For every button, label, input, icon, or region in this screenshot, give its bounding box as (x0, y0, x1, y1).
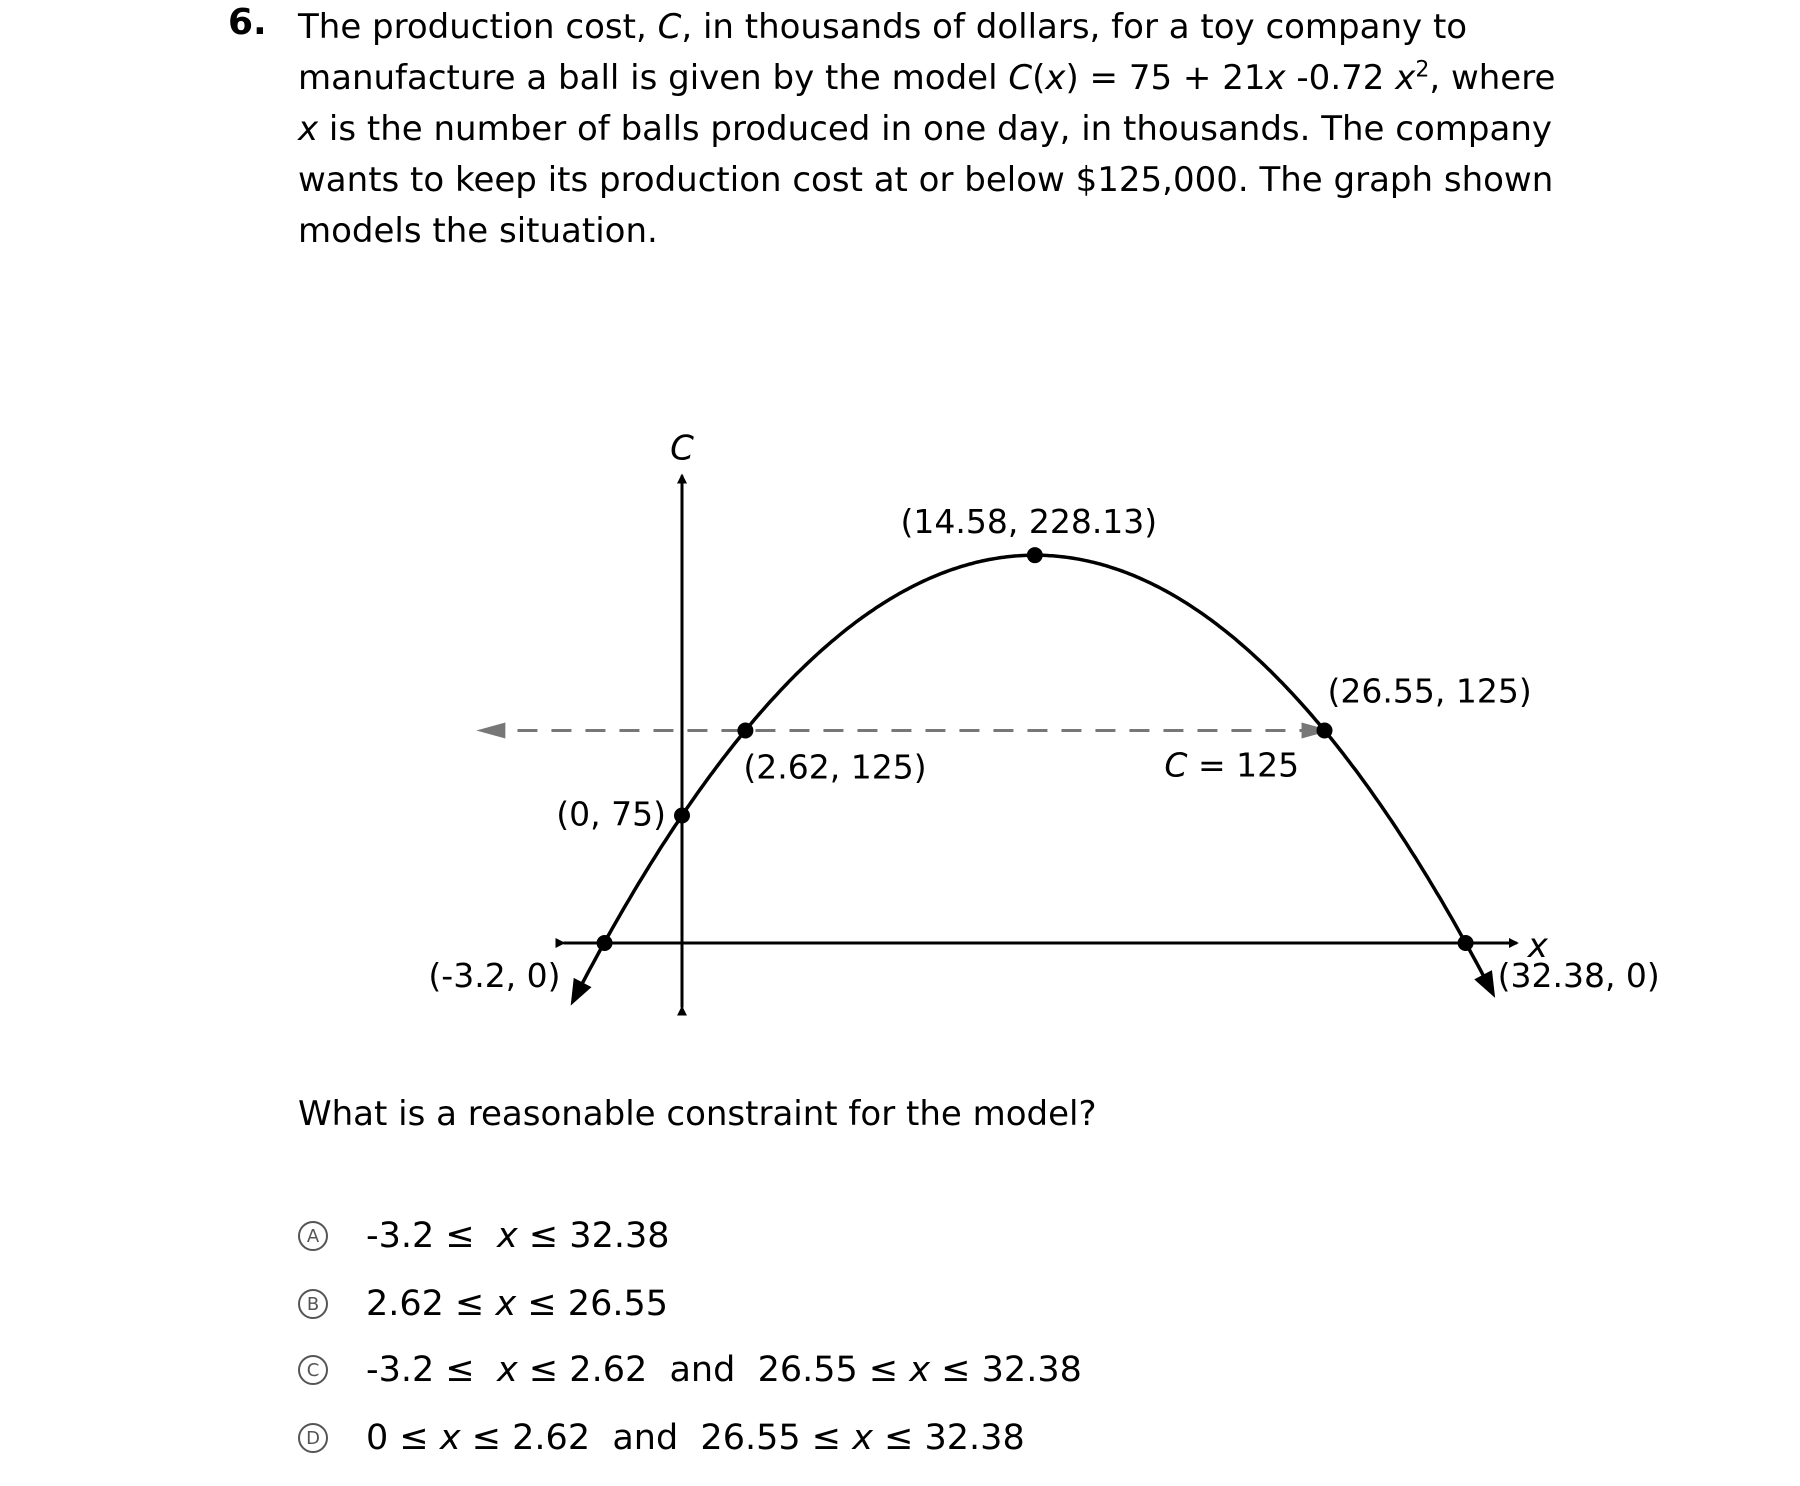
point-label: (32.38, 0) (1497, 956, 1660, 995)
c-125-label: C = 125 (1164, 745, 1300, 785)
y-axis-label: C (670, 428, 694, 469)
stem-line: wants to keep its production cost at or below $125,000. The graph shown (298, 160, 1554, 200)
choice-bubble-b[interactable]: B (298, 1289, 328, 1319)
curve-arrow-left (571, 978, 592, 1006)
choice-d[interactable] (298, 1413, 1025, 1463)
point-label: (-3.2, 0) (428, 956, 561, 995)
point-marker (674, 808, 690, 824)
curve-arrow-right (1474, 970, 1495, 998)
choice-text: 0 ≤ x ≤ 2.62 and 26.55 ≤ x ≤ 32.38 (366, 1418, 1025, 1458)
choice-b[interactable] (298, 1279, 668, 1329)
point-label: (0, 75) (556, 794, 666, 834)
question-number: 6. (228, 2, 267, 43)
point-marker (1458, 935, 1474, 951)
x-axis-label: x (1527, 926, 1548, 966)
stem-line: x is the number of balls produced in one day, in thousands. The company (298, 109, 1552, 149)
choice-bubble-d[interactable]: D (298, 1423, 328, 1453)
choice-bubble-c[interactable]: C (298, 1355, 328, 1385)
choice-bubble-a[interactable]: A (298, 1221, 328, 1251)
cost-curve (573, 555, 1493, 1001)
choice-text: -3.2 ≤ x ≤ 2.62 and 26.55 ≤ x ≤ 32.38 (366, 1350, 1082, 1390)
point-label: (26.55, 125) (1327, 671, 1532, 711)
choice-a[interactable] (298, 1211, 670, 1261)
point-marker (1027, 547, 1043, 563)
point-label: (14.58, 228.13) (900, 502, 1158, 542)
question-prompt: What is a reasonable constraint for the model? (298, 1094, 1097, 1134)
stem-line: manufacture a ball is given by the model C(x) = 75 + 21x -0.72 $x^2$, where (298, 57, 1556, 98)
choice-c[interactable] (298, 1345, 1082, 1395)
choice-text: 2.62 ≤ x ≤ 26.55 (366, 1284, 669, 1324)
point-marker (1317, 723, 1333, 739)
point-marker (737, 723, 753, 739)
point-marker (597, 935, 613, 951)
point-label: (2.62, 125) (743, 747, 927, 787)
stem-line: The production cost, C, in thousands of dollars, for a toy company to (298, 7, 1468, 47)
stem-line: models the situation. (298, 211, 658, 251)
choice-text: -3.2 ≤ x ≤ 32.38 (366, 1216, 670, 1256)
c-125-arrow-left (476, 723, 505, 739)
